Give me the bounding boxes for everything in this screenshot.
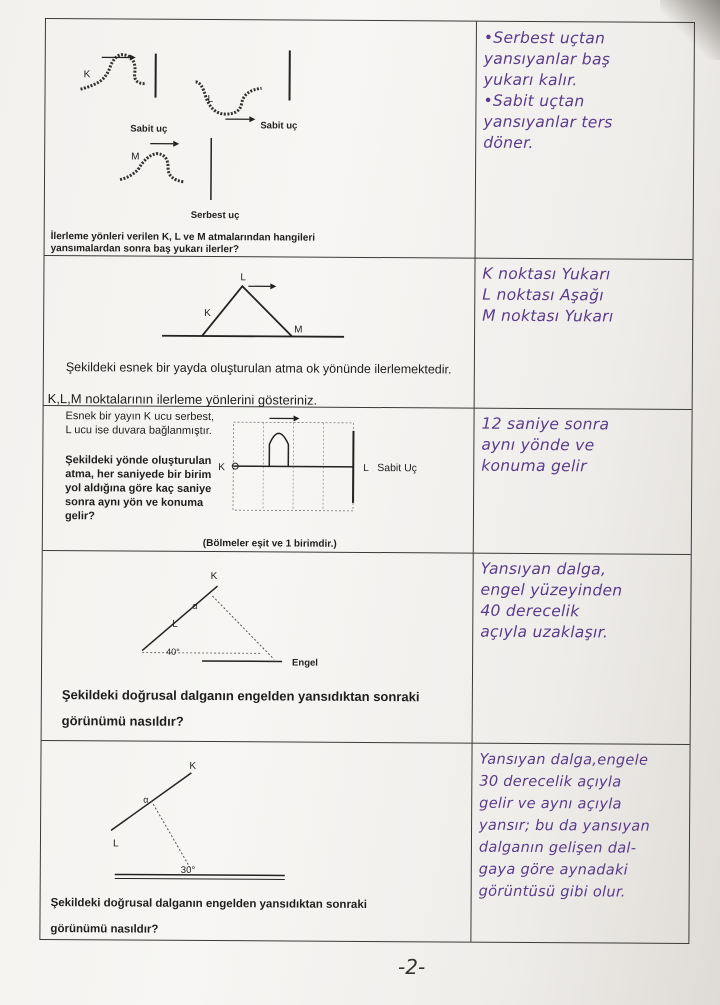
answer-line: 30 derecelik açıyla [479,773,622,791]
label-l: L [207,93,214,106]
grid-pulse-figure [213,410,464,522]
question-cell-5 [40,740,471,942]
question-row-3 [43,405,692,555]
ray-line [212,596,274,659]
obstacle-line [115,874,285,875]
question-cell-1 [45,19,476,258]
label-fixed: Sabit Uç [377,462,417,475]
answer-line: dalganın gelişen dal- [478,839,637,857]
answer-line: görüntüsü gibi olur. [478,883,626,901]
spring-l [195,82,261,114]
answer-line: 12 saniye sonra [481,414,610,434]
answer-cell-2 [482,264,690,328]
answer-line: L noktası Aşağı [482,285,604,305]
question-cell-3 [43,405,474,553]
label-alpha: α [192,600,198,611]
label-k: K [210,571,218,583]
pulse-reflection-figure [45,19,476,222]
spring-baseline [162,336,344,337]
answer-line: engel yüzeyinden [480,580,623,600]
wavefront-line [142,586,217,651]
label-m: M [294,324,303,336]
answer-cell-5 [479,749,688,904]
answer-line: K noktası Yukarı [482,264,611,284]
answer-line: yansıyanlar baş [483,49,611,69]
answer-cell-3 [481,414,689,478]
label-free: Serbest uç [190,209,240,222]
answer-line: yansır; bu da yansıyan [479,817,651,835]
question-text-3b: Şekildeki yönde oluşturulan atma, her saniyede bir birim yol aldığına göre kaç saniye sonra aynı yön ve konuma gelir? [64,454,212,523]
question-text-2b: K,L,M noktalarının ilerleme yönlerini gösteriniz. [47,391,318,408]
label-l: L [240,272,247,284]
question-text-2a: Şekildeki esnek bir yayda oluşturulan atma ok yönünde ilerlemektedir. [65,360,452,377]
label-alpha: α [143,794,149,805]
label-fixed-2: Sabit uç [260,120,298,132]
obstacle-line-2 [115,878,285,879]
answer-line: yukarı kalır. [483,70,578,90]
question-table [39,18,695,944]
answer-line: gelir ve aynı açıyla [479,795,622,813]
label-k: K [189,760,197,772]
question-row-4 [42,550,691,745]
answer-line: konuma gelir [481,456,587,476]
label-l: L [172,618,178,630]
spring-pulse-figure [44,255,475,348]
pulse-shape [202,286,292,337]
question-text-1: İlerleme yönleri verilen K, L ve M atmalarından hangileri yansımalardan sonra baş yukarı ilerler? [50,231,316,256]
label-k: K [218,462,225,474]
ray-line [151,801,191,869]
pulse-shape [269,433,288,466]
answer-line: M noktası Yukarı [482,306,614,326]
label-m: M [131,151,140,163]
question-row-5 [40,740,689,943]
wave-obstacle-figure-40 [42,550,473,683]
answer-cell-1 [483,28,692,155]
label-angle: 30° [180,864,196,876]
question-text-5: Şekildeki doğrusal dalganın engelden yansıdıktan sonraki görünümü nasıldır? [50,897,367,936]
question-cell-2 [44,255,475,408]
question-text-4: Şekildeki doğrusal dalganın engelden yansıdıktan sonraki görünümü nasıldır? [61,687,420,729]
wavefront-line [111,772,191,830]
question-row-1 [45,19,694,260]
spring-m [120,153,184,181]
question-cell-4 [42,550,473,743]
answer-line: •Sabit uçtan [483,91,585,111]
answer-line: açıyla uzaklaşır. [480,622,609,642]
wave-obstacle-figure-30 [41,740,472,893]
question-row-2 [44,255,693,410]
answer-line: gaya göre aynadaki [478,861,629,879]
answer-line: Yansıyan dalga, [480,559,607,579]
spring-line [233,466,353,467]
answer-line: Yansıyan dalga,engele [479,751,649,769]
question-text-3a: Esnek bir yayın K ucu serbest, L ucu ise duvara bağlanmıştır. [65,410,215,438]
answer-cell-4 [480,559,689,644]
answer-line: 40 derecelik [480,601,580,621]
label-k: K [83,69,91,81]
answer-line: aynı yönde ve [481,435,595,455]
label-engel: Engel [292,657,318,669]
page-number: -2- [398,955,426,979]
label-l: L [112,838,119,850]
answer-line: döner. [483,133,534,152]
label-fixed-1: Sabit uç [130,123,168,135]
label-k: K [204,307,211,320]
label-l: L [363,462,369,474]
label-angle: 40° [166,646,180,657]
question-note-3: (Bölmeler eşit ve 1 birimdir.) [202,537,337,550]
answer-line: yansıyanlar ters [483,112,613,132]
answer-line: •Serbest uçtan [483,28,606,48]
